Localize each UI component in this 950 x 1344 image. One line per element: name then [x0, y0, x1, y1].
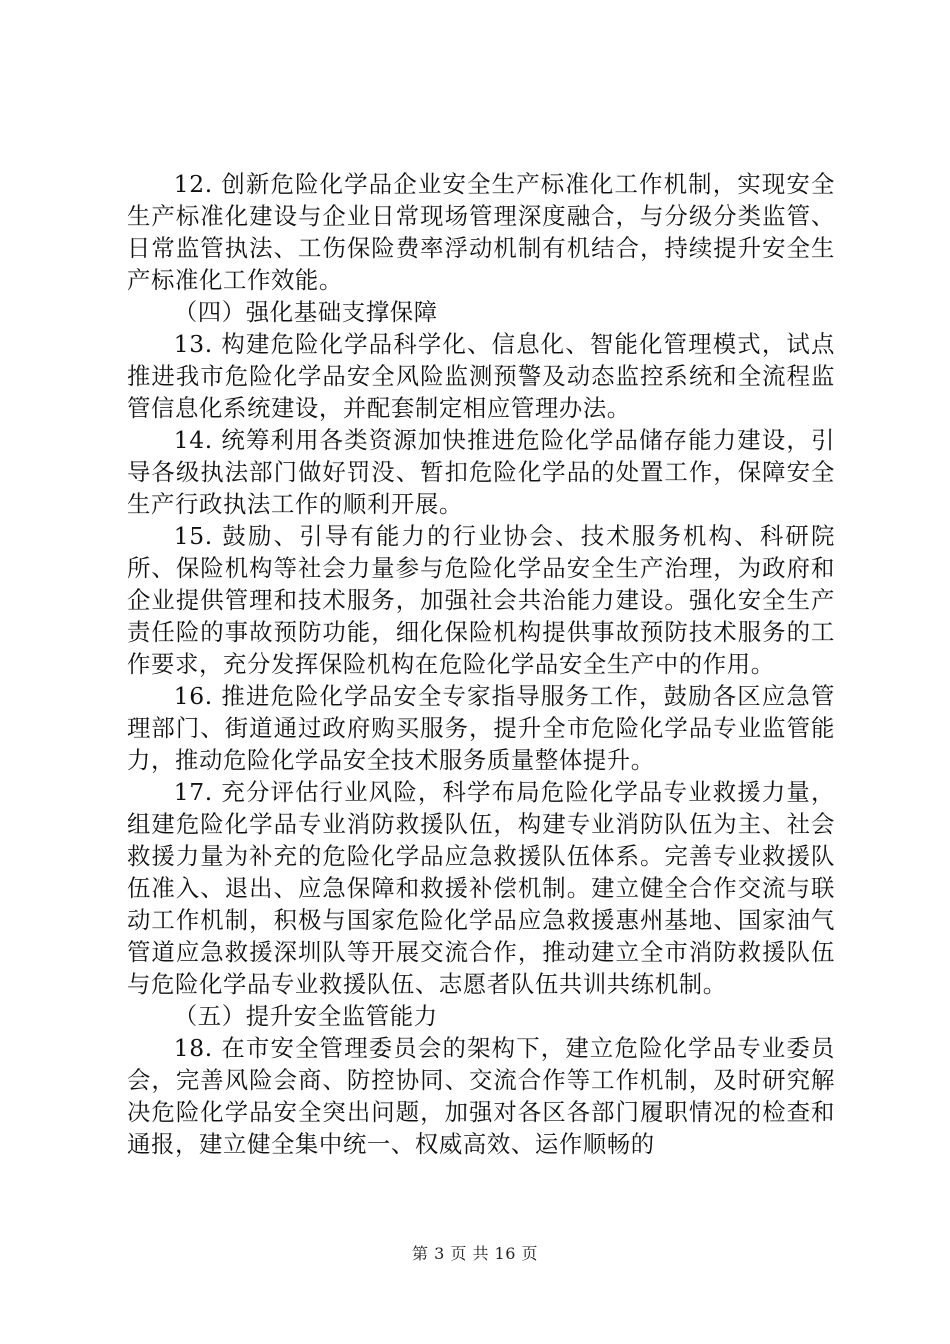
paragraph-item-13: 13. 构建危险化学品科学化、信息化、智能化管理模式，试点推进我市危险化学品安全风险监测预警及动态监控系统和全流程监管信息化系统建设，并配套制定相应管理办法。: [127, 330, 835, 422]
document-body: [127, 168, 835, 1160]
paragraph-item-15: 15. 鼓励、引导有能力的行业协会、技术服务机构、科研院所、保险机构等社会力量参与危险化学品安全生产治理，为政府和企业提供管理和技术服务，加强社会共治能力建设。强化安全生产责任险的事故预防功能，细化保险机构提供事故预防技术服务的工作要求，充分发挥保险机构在危险化学品安全生产中的作用。: [127, 522, 835, 678]
paragraph-item-16: 16. 推进危险化学品安全专家指导服务工作，鼓励各区应急管理部门、街道通过政府购买服务，提升全市危险化学品专业监管能力，推动危险化学品安全技术服务质量整体提升。: [127, 682, 835, 774]
paragraph-item-12: 12. 创新危险化学品企业安全生产标准化工作机制，实现安全生产标准化建设与企业日常现场管理深度融合，与分级分类监管、日常监管执法、工伤保险费率浮动机制有机结合，持续提升安全生产标准化工作效能。: [127, 170, 835, 294]
paragraph-item-14: 14. 统筹利用各类资源加快推进危险化学品储存能力建设，引导各级执法部门做好罚没、暂扣危险化学品的处置工作，保障安全生产行政执法工作的顺利开展。: [127, 426, 835, 518]
section-heading-4: （四）强化基础支撑保障: [173, 298, 438, 326]
paragraph-item-18: 18. 在市安全管理委员会的架构下，建立危险化学品专业委员会，完善风险会商、防控协同、交流合作等工作机制，及时研究解决危险化学品安全突出问题，加强对各区各部门履职情况的检查和通报，建立健全集中统一、权威高效、运作顺畅的: [127, 1034, 835, 1158]
paragraph-item-17: 17. 充分评估行业风险，科学布局危险化学品专业救援力量，组建危险化学品专业消防救援队伍，构建专业消防队伍为主、社会救援力量为补充的危险化学品应急救援队伍体系。完善专业救援队伍准入、退出、应急保障和救援补偿机制。建立健全合作交流与联动工作机制，积极与国家危险化学品应急救援惠州基地、国家油气管道应急救援深圳队等开展交流合作，推动建立全市消防救援队伍与危险化学品专业救援队伍、志愿者队伍共训共练机制。: [127, 778, 835, 998]
page-footer: 第 3 页 共 16 页: [412, 1244, 538, 1263]
section-heading-5: （五）提升安全监管能力: [173, 1002, 438, 1030]
